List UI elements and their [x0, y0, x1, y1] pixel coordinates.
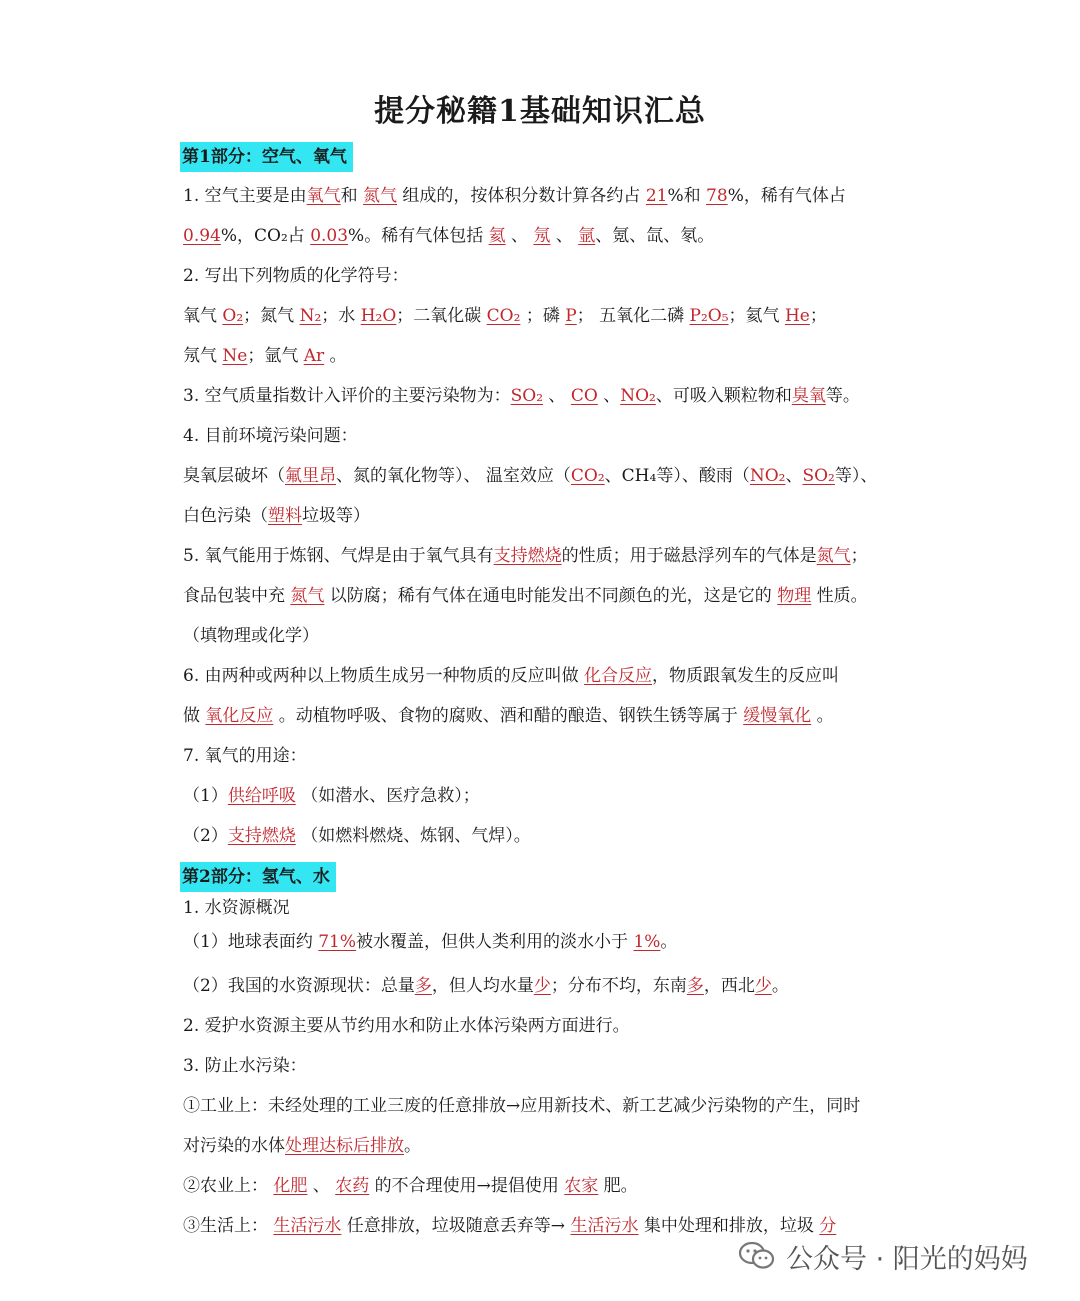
text-line: [183, 744, 307, 768]
text-line: [183, 344, 347, 368]
answer-blank: 氧化反应: [205, 706, 274, 726]
answer-blank: 氖: [533, 226, 551, 246]
answer-blank: SO₂: [510, 386, 544, 406]
text-segment: 、氮的氧化物等）、 温室效应（: [336, 466, 571, 486]
text-segment: 、氪、氙、氡。: [595, 226, 715, 246]
answer-blank: Ne: [222, 346, 248, 366]
text-segment: ；: [850, 546, 868, 566]
text-segment: 、: [550, 226, 579, 246]
text-segment: ；氮气: [243, 306, 300, 326]
text-segment: 等）、: [834, 466, 878, 486]
text-line: [183, 184, 846, 208]
text-line: [183, 624, 319, 648]
text-segment: 、: [785, 466, 803, 486]
answer-blank: NO₂: [620, 386, 656, 406]
answer-blank: 78: [706, 186, 728, 206]
page-title: 提分秘籍1基础知识汇总: [374, 94, 706, 129]
answer-blank: 农药: [335, 1176, 370, 1196]
text-segment: ；氩气: [247, 346, 304, 366]
answer-blank: 0.94: [183, 226, 221, 246]
text-segment: ③生活上：: [183, 1216, 274, 1236]
text-segment: 肥。: [598, 1176, 638, 1196]
text-segment: 2. 爱护水资源主要从节约用水和防止水体污染两方面进行。: [183, 1016, 630, 1036]
text-segment: %和: [667, 186, 707, 206]
text-segment: ；磷: [520, 306, 566, 326]
text-segment: 4. 目前环境污染问题：: [183, 426, 358, 446]
text-segment: 1. 空气主要是由: [183, 186, 307, 206]
text-line: [183, 1054, 307, 1078]
answer-blank: 氧气: [306, 186, 341, 206]
answer-blank: 处理达标后排放: [285, 1136, 404, 1156]
text-segment: 。动植物呼吸、食物的腐败、酒和醋的酿造、钢铁生锈等属于: [273, 706, 744, 726]
text-line: [183, 584, 868, 608]
text-line: [183, 896, 290, 920]
answer-blank: 臭氧: [791, 386, 826, 406]
answer-blank: 氦: [488, 226, 506, 246]
answer-blank: 少: [754, 976, 772, 996]
text-segment: 、: [543, 386, 571, 406]
answer-blank: Ar: [303, 346, 325, 366]
text-segment: 的性质；用于磁悬浮列车的气体是: [561, 546, 817, 566]
text-segment: 白色污染（: [183, 506, 268, 526]
answer-blank: 农家: [564, 1176, 599, 1196]
section-heading: 第1部分：空气、氧气: [180, 142, 353, 172]
answer-blank: 多: [686, 976, 704, 996]
text-segment: 。: [324, 346, 347, 366]
text-segment: 和: [340, 186, 364, 206]
answer-blank: 生活污水: [570, 1216, 639, 1236]
answer-blank: 物理: [777, 586, 812, 606]
text-line: [183, 304, 827, 328]
answer-blank: 0.03: [310, 226, 349, 246]
text-line: [183, 930, 677, 954]
answer-blank: CO₂: [486, 306, 521, 326]
text-segment: 性质。: [811, 586, 868, 606]
text-segment: 、可吸入颗粒物和: [655, 386, 792, 406]
text-segment: 、: [505, 226, 534, 246]
answer-blank: 氮气: [363, 186, 398, 206]
text-segment: 。: [771, 976, 789, 996]
text-line: [183, 704, 834, 728]
answer-blank: 分: [819, 1216, 837, 1236]
text-segment: （填物理或化学）: [183, 626, 319, 646]
text-segment: 对污染的水体: [183, 1136, 285, 1156]
answer-blank: 氮气: [816, 546, 851, 566]
text-segment: （2）: [183, 826, 228, 846]
text-line: [183, 384, 860, 408]
text-segment: ，物质跟氧发生的反应叫: [652, 666, 840, 686]
text-segment: ；二氧化碳: [396, 306, 487, 326]
text-segment: 以防腐；稀有气体在通电时能发出不同颜色的光，这是它的: [324, 586, 778, 606]
text-segment: 氧气: [183, 306, 223, 326]
answer-blank: 塑料: [268, 506, 302, 526]
answer-blank: 1%: [633, 932, 661, 952]
text-segment: 。: [404, 1136, 421, 1156]
text-line: [183, 264, 409, 288]
answer-blank: 氩: [578, 226, 596, 246]
text-segment: 。: [811, 706, 834, 726]
answer-blank: 71%: [318, 932, 357, 952]
text-line: [183, 974, 789, 998]
text-line: [183, 784, 480, 808]
watermark-text: 公众号 · 阳光的妈妈: [786, 1243, 1028, 1275]
text-segment: 被水覆盖，但供人类利用的淡水小于: [356, 932, 634, 952]
answer-blank: He: [784, 306, 810, 326]
text-line: [183, 464, 877, 488]
answer-blank: 少: [533, 976, 551, 996]
text-segment: （如燃料燃烧、炼钢、气焊）。: [295, 826, 531, 846]
answer-blank: CO: [570, 386, 598, 406]
answer-blank: 生活污水: [273, 1216, 342, 1236]
text-segment: 3. 防止水污染：: [183, 1056, 307, 1076]
text-segment: 7. 氧气的用途：: [183, 746, 307, 766]
text-line: [183, 544, 868, 568]
text-segment: （2）我国的水资源现状：总量: [183, 976, 415, 996]
text-segment: %，CO₂占: [220, 226, 311, 246]
text-segment: 6. 由两种或两种以上物质生成另一种物质的反应叫做: [183, 666, 585, 686]
answer-blank: H₂O: [360, 306, 397, 326]
text-segment: %。稀有气体包括: [348, 226, 489, 246]
text-segment: 、CH₄等）、酸雨（: [604, 466, 750, 486]
text-segment: 的不合理使用→提倡使用: [369, 1176, 565, 1196]
answer-blank: CO₂: [570, 466, 605, 486]
answer-blank: 氟里昂: [285, 466, 336, 486]
text-segment: 任意排放，垃圾随意丢弃等→: [341, 1216, 571, 1236]
text-line: [183, 224, 714, 248]
text-line: [183, 1214, 836, 1238]
answer-blank: 多: [414, 976, 432, 996]
text-segment: 等。: [825, 386, 860, 406]
answer-blank: P₂O₅: [689, 306, 729, 326]
answer-blank: 氮气: [290, 586, 325, 606]
text-segment: %，稀有气体占: [727, 186, 846, 206]
answer-blank: 支持燃烧: [227, 826, 296, 846]
section-heading: 第2部分：氢气、水: [180, 862, 336, 892]
text-segment: ，但人均水量: [431, 976, 534, 996]
answer-blank: O₂: [222, 306, 244, 326]
text-segment: （1）: [183, 786, 228, 806]
text-segment: ；水: [321, 306, 361, 326]
text-line: [183, 424, 358, 448]
answer-blank: 缓慢氧化: [743, 706, 812, 726]
answer-blank: P: [565, 306, 577, 326]
answer-blank: 支持燃烧: [493, 546, 562, 566]
watermark: [738, 1236, 1028, 1276]
wechat-icon: [738, 1240, 776, 1272]
text-segment: 。: [660, 932, 678, 952]
text-segment: 食品包装中充: [183, 586, 291, 606]
text-segment: 集中处理和排放，垃圾: [638, 1216, 820, 1236]
answer-blank: SO₂: [802, 466, 835, 486]
text-line: [183, 1174, 638, 1198]
text-segment: ；: [809, 306, 827, 326]
answer-blank: 化肥: [273, 1176, 308, 1196]
text-segment: （如潜水、医疗急救）；: [295, 786, 480, 806]
answer-blank: N₂: [299, 306, 322, 326]
answer-blank: 21: [645, 186, 668, 206]
answer-blank: 供给呼吸: [227, 786, 296, 806]
text-segment: 5. 氧气能用于炼钢、气焊是由于氧气具有: [183, 546, 494, 566]
text-segment: 组成的，按体积分数计算各约占: [397, 186, 646, 206]
text-line: [183, 664, 839, 688]
text-segment: ②农业上：: [183, 1176, 274, 1196]
text-segment: 臭氧层破坏（: [183, 466, 285, 486]
text-segment: ；分布不均，东南: [550, 976, 687, 996]
text-line: [183, 504, 370, 528]
text-line: [183, 1014, 630, 1038]
text-segment: 垃圾等）: [302, 506, 370, 526]
answer-blank: 化合反应: [584, 666, 653, 686]
text-segment: 3. 空气质量指数计入评价的主要污染物为：: [183, 386, 511, 406]
text-segment: 1. 水资源概况: [183, 898, 290, 918]
text-line: [183, 824, 531, 848]
text-segment: 氖气: [183, 346, 223, 366]
text-line: [183, 1094, 860, 1118]
text-segment: ；氦气: [728, 306, 785, 326]
text-segment: ； 五氧化二磷: [576, 306, 690, 326]
text-segment: 、: [307, 1176, 336, 1196]
text-segment: ①工业上：未经处理的工业三废的任意排放→应用新技术、新工艺减少污染物的产生，同时: [183, 1096, 861, 1116]
text-segment: 2. 写出下列物质的化学符号：: [183, 266, 409, 286]
text-segment: 做: [183, 706, 206, 726]
text-segment: （1）地球表面约: [183, 932, 319, 952]
text-line: [183, 1134, 421, 1158]
answer-blank: NO₂: [749, 466, 786, 486]
text-segment: ，西北: [703, 976, 755, 996]
text-segment: 、: [597, 386, 621, 406]
